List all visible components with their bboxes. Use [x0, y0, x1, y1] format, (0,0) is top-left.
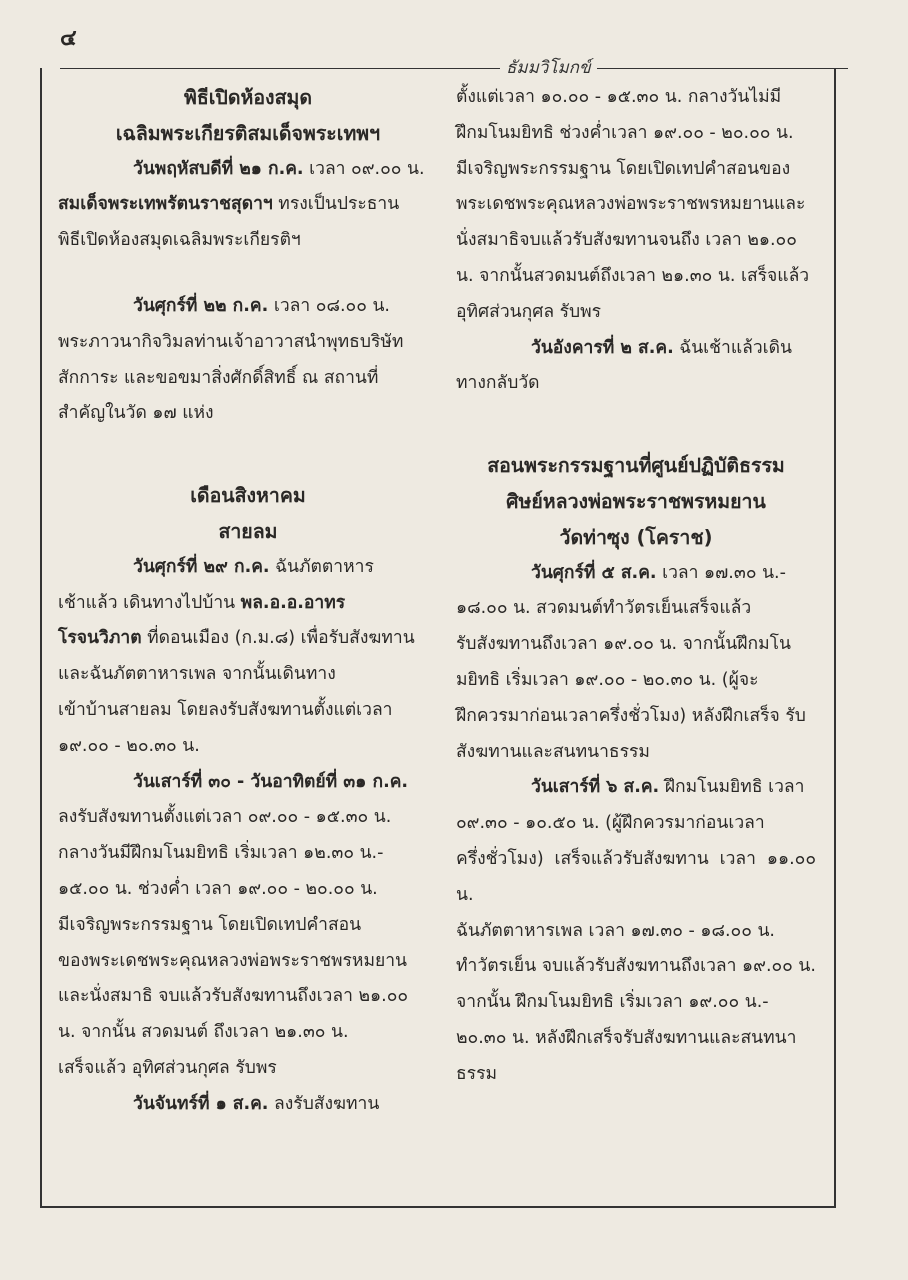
paragraph-line: จากนั้น ฝึกมโนมยิทธิ เริ่มเวลา ๑๙.๐๐ น.-	[456, 992, 769, 1013]
date: วันศุกร์ที่ ๒๙ ก.ค.	[133, 556, 270, 577]
paragraph: วันศุกร์ที่ ๒๙ ก.ค. ฉันภัตตาหาร	[133, 556, 374, 577]
paragraph-line: ฝึกควรมาก่อนเวลาครึ่งชั่วโมง) หลังฝึกเสร็จ รับ	[456, 705, 806, 726]
section-subheading: เฉลิมพระเกียรติสมเด็จพระเทพฯ	[115, 121, 381, 145]
section-subheading: วัดท่าซุง (โคราช)	[559, 525, 713, 549]
section-subheading: ศิษย์หลวงพ่อพระราชพรหมยาน	[506, 489, 766, 513]
paragraph-line: นั่งสมาธิจบแล้วรับสังฆทานจนถึง เวลา ๒๑.๐๐	[456, 230, 797, 251]
paragraph-line: รับสังฆทานถึงเวลา ๑๙.๐๐ น. จากนั้นฝึกมโน	[456, 634, 791, 655]
paragraph-line: กลางวันมีฝึกมโนมยิทธิ เริ่มเวลา ๑๒.๓๐ น.-	[58, 843, 384, 864]
paragraph-line: ครึ่งชั่วโมง) เสร็จแล้วรับสังฆทาน เวลา ๑๑.๐๐ น.	[456, 848, 816, 905]
date: วันเสาร์ที่ ๖ ส.ค.	[531, 777, 660, 798]
paragraph	[58, 765, 438, 801]
paragraph-line: มีเจริญพระกรรมฐาน โดยเปิดเทปคำสอน	[58, 914, 362, 935]
paragraph: วันอังคารที่ ๒ ส.ค. ฉันเช้าแล้วเดิน	[531, 337, 792, 358]
paragraph-line: มยิทธิ เริ่มเวลา ๑๙.๐๐ - ๒๐.๓๐ น. (ผู้จะ	[456, 669, 759, 690]
paragraph-line: พิธีเปิดห้องสมุดเฉลิมพระเกียรติฯ	[58, 230, 301, 251]
section-heading: เดือนสิงหาคม	[190, 484, 306, 508]
paragraph-line: ทำวัตรเย็น จบแล้วรับสังฆทานถึงเวลา ๑๙.๐๐ น.	[456, 956, 816, 977]
paragraph-line: ทางกลับวัด	[456, 373, 540, 394]
paragraph-line: อุทิศส่วนกุศล รับพร	[456, 301, 602, 322]
paragraph-line: พระเดชพระคุณหลวงพ่อพระราชพรหมยานและ	[456, 194, 806, 215]
date: วันพฤหัสบดีที่ ๒๑ ก.ค.	[133, 158, 304, 179]
date: วันศุกร์ที่ ๕ ส.ค.	[531, 562, 657, 583]
page-number: ๔	[60, 26, 77, 51]
paragraph-line: น. จากนั้นสวดมนต์ถึงเวลา ๒๑.๓๐ น. เสร็จแล้ว	[456, 265, 810, 286]
paragraph: วันเสาร์ที่ ๖ ส.ค. ฝึกมโนมยิทธิ เวลา	[531, 777, 805, 798]
name: พล.อ.อ.อาทร	[240, 592, 346, 613]
paragraph-line: สังฆทานและสนทนาธรรม	[456, 741, 650, 762]
paragraph-line: มีเจริญพระกรรมฐาน โดยเปิดเทปคำสอนของ	[456, 158, 791, 179]
paragraph-line: เสร็จแล้ว อุทิศส่วนกุศล รับพร	[58, 1057, 277, 1078]
running-header: ธัมมวิโมกข์	[500, 54, 597, 81]
date: วันจันทร์ที่ ๑ ส.ค.	[133, 1093, 269, 1114]
paragraph-line: พระภาวนากิจวิมลท่านเจ้าอาวาสนำพุทธบริษัท	[58, 331, 404, 352]
paragraph-line: ฉันภัตตาหารเพล เวลา ๑๗.๓๐ - ๑๘.๐๐ น.	[456, 920, 775, 941]
paragraph-line: ๑๕.๐๐ น. ช่วงค่ำ เวลา ๑๙.๐๐ - ๒๐.๐๐ น.	[58, 878, 378, 899]
paragraph: วันศุกร์ที่ ๒๒ ก.ค. เวลา ๐๘.๐๐ น.	[133, 295, 390, 316]
paragraph-line: ๑๘.๐๐ น. สวดมนต์ทำวัตรเย็นเสร็จแล้ว	[456, 598, 752, 619]
paragraph-line: ๒๐.๓๐ น. หลังฝึกเสร็จรับสังฆทานและสนทนา	[456, 1027, 797, 1048]
paragraph-line: สักการะ และขอขมาสิ่งศักดิ์สิทธิ์ ณ สถานที่	[58, 367, 379, 388]
name: โรจนวิภาต	[58, 628, 142, 649]
paragraph-line: และฉันภัตตาหารเพล จากนั้นเดินทาง	[58, 664, 336, 685]
paragraph-line: ลงรับสังฆทานตั้งแต่เวลา ๐๙.๐๐ - ๑๕.๓๐ น.	[58, 807, 392, 828]
paragraph-line: สมเด็จพระเทพรัตนราชสุดาฯ ทรงเป็นประธาน	[58, 194, 400, 215]
paragraph-line: ๑๙.๐๐ - ๒๐.๓๐ น.	[58, 735, 200, 756]
date: วันอังคารที่ ๒ ส.ค.	[531, 337, 674, 358]
paragraph-line: โรจนวิภาต ที่ดอนเมือง (ก.ม.๘) เพื่อรับสังฆทาน	[58, 628, 415, 649]
paragraph-line: น. จากนั้น สวดมนต์ ถึงเวลา ๒๑.๓๐ น.	[58, 1022, 349, 1043]
paragraph-line: ของพระเดชพระคุณหลวงพ่อพระราชพรหมยาน	[58, 950, 408, 971]
paragraph-line: และนั่งสมาธิ จบแล้วรับสังฆทานถึงเวลา ๒๑.๐๐	[58, 986, 409, 1007]
paragraph: วันพฤหัสบดีที่ ๒๑ ก.ค. เวลา ๐๙.๐๐ น.	[133, 158, 425, 179]
paragraph-line: ฝึกมโนมยิทธิ ช่วงค่ำเวลา ๑๙.๐๐ - ๒๐.๐๐ น.	[456, 122, 794, 143]
paragraph: วันศุกร์ที่ ๕ ส.ค. เวลา ๑๗.๓๐ น.-	[531, 562, 786, 583]
paragraph-line: ๐๙.๓๐ - ๑๐.๕๐ น. (ผู้ฝึกควรมาก่อนเวลา	[456, 813, 765, 834]
section-subheading: สายลม	[218, 519, 278, 543]
date: วันเสาร์ที่ ๓๐ - วันอาทิตย์ที่ ๓๑ ก.ค.	[133, 771, 409, 792]
paragraph: วันจันทร์ที่ ๑ ส.ค. ลงรับสังฆทาน	[133, 1093, 380, 1114]
name: สมเด็จพระเทพรัตนราชสุดาฯ	[58, 194, 273, 215]
paragraph-line: เข้าบ้านสายลม โดยลงรับสังฆทานตั้งแต่เวลา	[58, 699, 393, 720]
right-column	[456, 80, 816, 1093]
left-column	[58, 80, 438, 1123]
section-heading: พิธีเปิดห้องสมุด	[184, 86, 312, 109]
paragraph-line: ตั้งแต่เวลา ๑๐.๐๐ - ๑๕.๓๐ น. กลางวันไม่มี	[456, 87, 782, 107]
section-heading: สอนพระกรรมฐานที่ศูนย์ปฏิบัติธรรม	[487, 454, 785, 478]
paragraph-line: เช้าแล้ว เดินทางไปบ้าน พล.อ.อ.อาทร	[58, 592, 346, 613]
date: วันศุกร์ที่ ๒๒ ก.ค.	[133, 295, 269, 316]
paragraph-line: สำคัญในวัด ๑๗ แห่ง	[58, 403, 214, 424]
paragraph-line: ธรรม	[456, 1063, 498, 1084]
